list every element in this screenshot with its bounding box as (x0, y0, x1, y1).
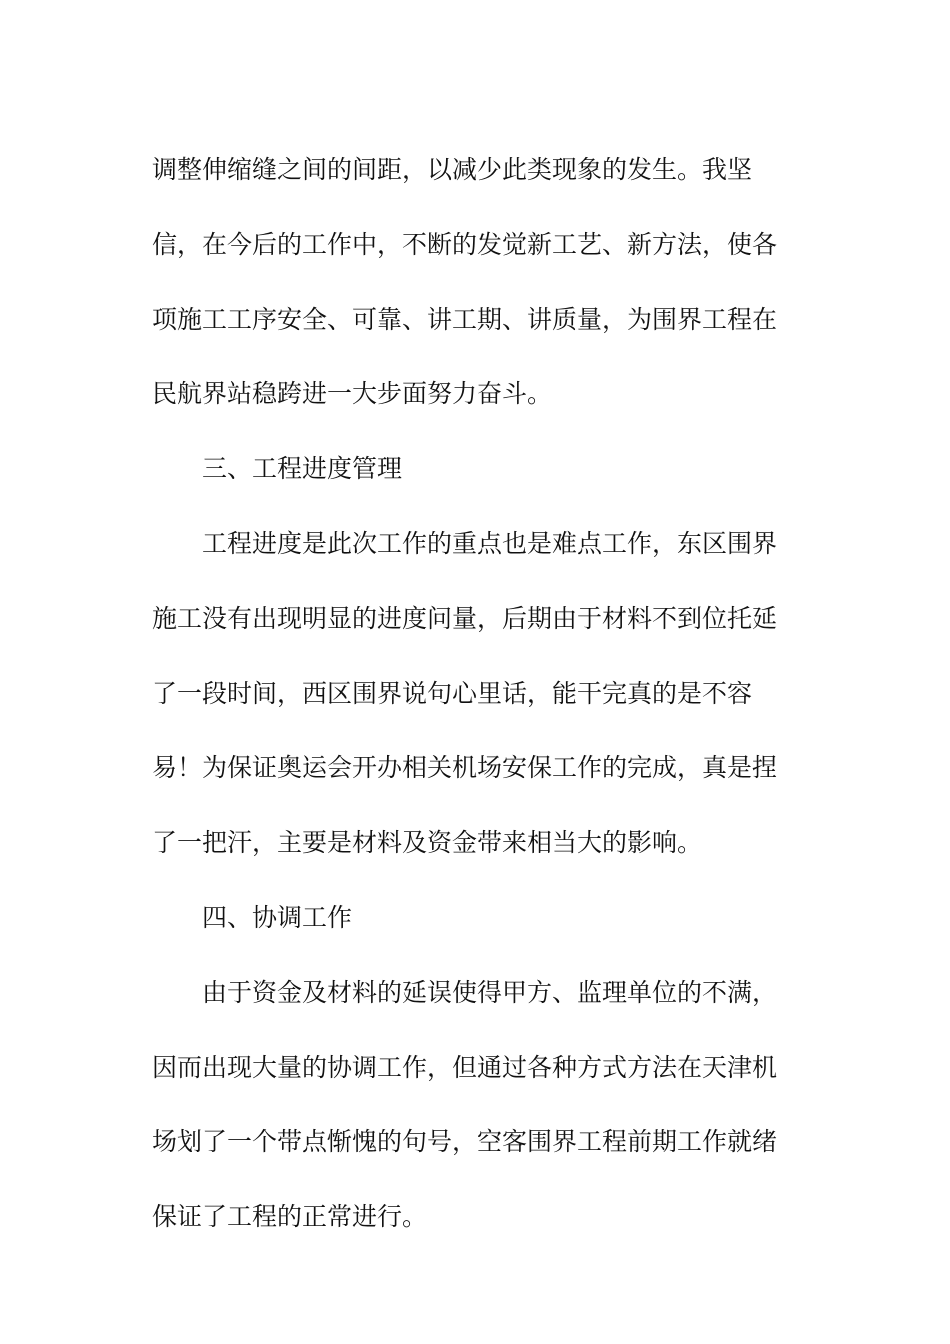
heading-text: 三、工程进度管理 (202, 454, 403, 484)
section-heading-coordination (152, 881, 792, 956)
heading-text: 四、协调工作 (202, 902, 353, 932)
paragraph-coordination-cont (152, 1031, 792, 1255)
text-line: 保证了工程的正常进行。 (152, 1202, 428, 1232)
text-line: 了一把汗，主要是材料及资金带来相当大的影响。 (152, 828, 703, 858)
text-line: 了一段时间，西区围界说句心里话，能干完真的是不容 (152, 678, 753, 708)
document-body (152, 133, 792, 1255)
text-line: 易！为保证奥运会开办相关机场安保工作的完成，真是捏 (152, 753, 778, 783)
text-line: 场划了一个带点惭愧的句号，空客围界工程前期工作就绪 (152, 1127, 778, 1157)
section-heading-progress (152, 432, 792, 507)
text-line: 因而出现大量的协调工作，但通过各种方式方法在天津机 (152, 1052, 778, 1082)
paragraph-coordination (152, 956, 792, 1031)
text-line: 施工没有出现明显的进度问量，后期由于材料不到位托延 (152, 603, 778, 633)
paragraph-progress-cont (152, 657, 792, 881)
paragraph-progress (152, 507, 792, 657)
text-line: 工程进度是此次工作的重点也是难点工作，东区围界 (202, 528, 778, 558)
text-line: 信，在今后的工作中，不断的发觉新工艺、新方法，使各 (152, 229, 778, 259)
text-line: 项施工工序安全、可靠、讲工期、讲质量，为围界工程在 (152, 304, 778, 334)
text-line: 民航界站稳跨进一大步面努力奋斗。 (152, 379, 553, 409)
text-line: 由于资金及材料的延误使得甲方、监理单位的不满， (202, 977, 778, 1007)
paragraph-continued (152, 133, 792, 432)
text-line: 调整伸缩缝之间的间距，以减少此类现象的发生。我坚 (152, 155, 753, 184)
